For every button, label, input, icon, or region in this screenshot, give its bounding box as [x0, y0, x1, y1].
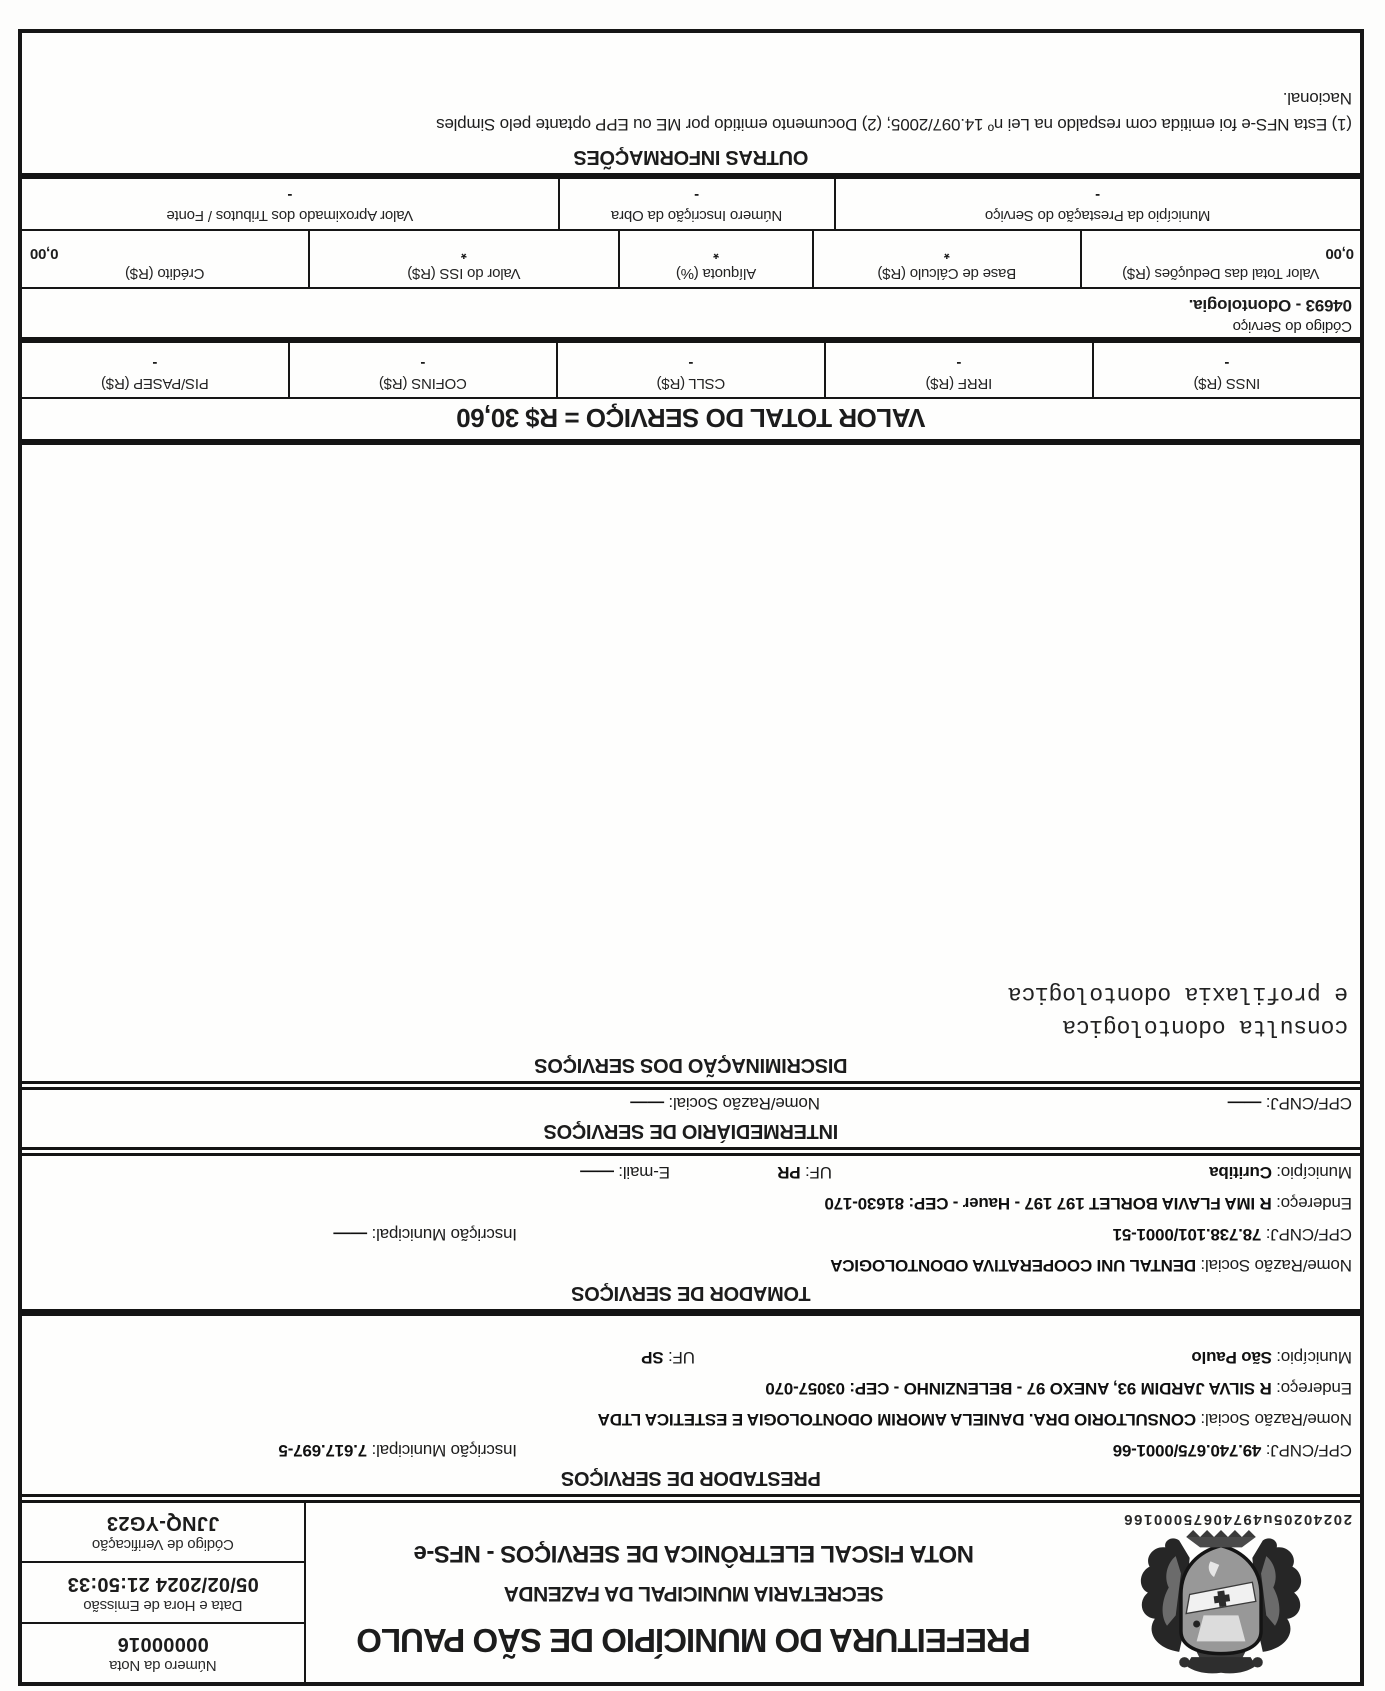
emission-datetime-box [22, 1563, 304, 1623]
outras-informacoes-section [22, 33, 1360, 179]
intermediario-cpf-value: —— [1227, 1094, 1262, 1113]
tomador-nome-value: DENTAL UNI COOPERATIVA ODONTOLOGICA [830, 1256, 1197, 1275]
prestador-nome-value: CONSULTORIO DRA. DANIELA AMORIM ODONTOLOGIA E ESTETICA LTDA [597, 1410, 1197, 1429]
nota-number-label: Número da Nota [109, 1656, 217, 1674]
header-code-strip: 20240205u49740675000166 [1122, 1511, 1352, 1528]
nota-number-value: 00000016 [117, 1632, 209, 1655]
codigo-servico-label: Código do Serviço [1232, 318, 1352, 335]
header-block [22, 1494, 1360, 1682]
intermediario-nome-value: —— [630, 1094, 665, 1113]
impostos-table [22, 343, 1360, 399]
tomador-section-title: TOMADOR DE SERVIÇOS [571, 1282, 811, 1304]
prestador-municipio-value: São Paulo [1191, 1348, 1272, 1367]
tomador-email [580, 1157, 670, 1188]
tomador-uf-value: PR [777, 1163, 801, 1182]
tomador-inscricao-label: Inscrição Municipal: [371, 1225, 517, 1244]
discriminacao-section-title: DISCRIMINAÇÃO DOS SERVIÇOS [534, 1054, 848, 1076]
nfse-sheet [18, 29, 1364, 1686]
servico-descricao-line-2: e profilaxia odontologica [1007, 981, 1348, 1007]
tomador-endereco-line [22, 1188, 1360, 1219]
header-left [1082, 1503, 1360, 1682]
tributos-fonte-value: - [287, 187, 293, 204]
prestador-section-title: PRESTADOR DE SERVIÇOS [561, 1467, 821, 1489]
valor-iss-cell [310, 231, 620, 287]
imposto-pispasep-cell [22, 343, 290, 397]
intermediario-cpf-line [22, 1088, 1360, 1119]
intermediario-section-title: INTERMEDIÁRIO DE SERVIÇOS [543, 1120, 839, 1142]
deducoes-cell [1082, 231, 1360, 287]
imposto-irrf-cell [826, 343, 1094, 397]
municipio-prestacao-value: - [1095, 187, 1101, 204]
tomador-email-label: E-mail: [618, 1163, 670, 1182]
prestador-nome-line [22, 1404, 1360, 1435]
imposto-cofins-cell [290, 343, 558, 397]
imposto-csll-cell [558, 343, 826, 397]
verification-code-label: Código de Verificação [92, 1536, 234, 1554]
prestador-municipio-line [22, 1342, 1360, 1373]
page-title: PREFEITURA DO MUNICÍPIO DE SÃO PAULO [357, 1622, 1031, 1660]
intermediario-nome-label: Nome/Razão Social: [668, 1094, 820, 1113]
tomador-inscricao-value: —— [333, 1225, 368, 1244]
document-type-title: NOTA FISCAL ELETRÔNICA DE SERVIÇOS - NFS-e [414, 1540, 974, 1568]
sao-paulo-coat-of-arms-icon [1111, 1530, 1331, 1678]
prestador-cpf-line [22, 1435, 1360, 1466]
prestador-uf [641, 1342, 695, 1373]
inscricao-obra-label: Número Inscrição da Obra [611, 207, 783, 224]
header-subtitle: SECRETARIA MUNICIPAL DA FAZENDA [504, 1582, 884, 1606]
tomador-endereco-value: R IMA FLAVIA BORLET 197 197 - Hauer - CEP: 81630-170 [824, 1194, 1272, 1213]
municipio-prestacao-cell [836, 179, 1360, 229]
intermediario-cpf-label: CPF/CNPJ: [1265, 1094, 1352, 1113]
credito-value: 0,00 [30, 245, 59, 262]
tomador-inscricao [334, 1219, 517, 1250]
intermediario-nome [631, 1088, 821, 1119]
emission-datetime-label: Data e Hora de Emissão [83, 1596, 243, 1614]
imposto-irrf-value: - [956, 355, 962, 372]
prestador-uf-label: UF: [668, 1348, 695, 1367]
outras-informacoes-line-1: (1) Esta NFS-e foi emitida com respaldo na Lei nº 14.097/2005; (2) Documento emitido por ME ou EPP optante pelo Simples [436, 115, 1352, 134]
codigo-servico-value: 04693 - Odontologia. [1188, 296, 1352, 315]
base-calculo-label: Base de Cálculo (R$) [877, 265, 1017, 282]
verification-code-box [22, 1503, 304, 1563]
obra-table [22, 179, 1360, 231]
prestador-cpf-value: 49.740.675/0001-66 [1112, 1441, 1262, 1460]
imposto-pispasep-value: - [152, 355, 158, 372]
imposto-pispasep-label: PIS/PASEP (R$) [101, 375, 209, 392]
imposto-cofins-label: COFINS (R$) [379, 375, 467, 392]
tomador-municipio-line [22, 1157, 1360, 1188]
inscricao-obra-cell [560, 179, 836, 229]
prestador-endereco-value: R SILVA JARDIM 93, ANEXO 97 - BELENZINHO - CEP: 03057-070 [765, 1379, 1272, 1398]
prestador-municipio-label: Município: [1276, 1348, 1352, 1367]
prestador-section [22, 1316, 1360, 1494]
codigo-servico-block [22, 289, 1360, 343]
nota-number-box [22, 1624, 304, 1682]
servico-descricao-line-1: consulta odontologica [1062, 1014, 1348, 1040]
prestador-nome-label: Nome/Razão Social: [1200, 1410, 1352, 1429]
tomador-municipio-label: Município: [1276, 1163, 1352, 1182]
inscricao-obra-value: - [694, 187, 700, 204]
tomador-cpf-label: CPF/CNPJ: [1265, 1225, 1352, 1244]
calculo-table [22, 231, 1360, 289]
imposto-cofins-value: - [420, 355, 426, 372]
base-calculo-value: * [944, 245, 950, 262]
prestador-cpf-label: CPF/CNPJ: [1265, 1441, 1352, 1460]
imposto-inss-cell [1094, 343, 1360, 397]
imposto-csll-value: - [688, 355, 694, 372]
tomador-email-value: —— [580, 1163, 614, 1182]
prestador-endereco-label: Endereço: [1276, 1379, 1352, 1398]
verification-code-value: JJNQ-YG23 [106, 1512, 220, 1535]
prestador-endereco-line [22, 1373, 1360, 1404]
emission-datetime-value: 05/02/2024 21:50:33 [67, 1572, 259, 1595]
municipio-prestacao-label: Município da Prestação do Serviço [985, 207, 1211, 224]
valor-iss-label: Valor do ISS (R$) [407, 265, 521, 282]
tributos-fonte-label: Valor Aproximado dos Tributos / Fonte [166, 207, 414, 224]
credito-label: Crédito (R$) [125, 265, 205, 282]
tomador-cpf-value: 78.738.101/0001-51 [1112, 1225, 1262, 1244]
outras-informacoes-title: OUTRAS INFORMAÇÕES [573, 146, 809, 168]
tomador-nome-line [22, 1250, 1360, 1281]
prestador-uf-value: SP [641, 1348, 664, 1367]
base-calculo-cell [814, 231, 1082, 287]
outras-informacoes-line-2: Nacional. [1282, 89, 1352, 108]
prestador-inscricao-label: Inscrição Municipal: [371, 1441, 517, 1460]
imposto-inss-value: - [1224, 355, 1230, 372]
imposto-csll-label: CSLL (R$) [656, 375, 726, 392]
tributos-fonte-cell [22, 179, 560, 229]
tomador-nome-label: Nome/Razão Social: [1200, 1256, 1352, 1275]
tomador-cpf-line [22, 1219, 1360, 1250]
discriminacao-section [22, 445, 1360, 1090]
tomador-municipio-value: Curitiba [1209, 1163, 1272, 1182]
tomador-uf-label: UF: [805, 1163, 832, 1182]
intermediario-section [22, 1090, 1360, 1156]
deducoes-label: Valor Total das Deduções (R$) [1122, 265, 1320, 282]
imposto-irrf-label: IRRF (R$) [925, 375, 993, 392]
prestador-inscricao [279, 1435, 517, 1466]
aliquota-value: * [713, 245, 719, 262]
outras-informacoes-text [22, 85, 1360, 145]
valor-total-banner: VALOR TOTAL DO SERVIÇO = R$ 30,60 [22, 399, 1360, 445]
valor-iss-value: * [461, 245, 467, 262]
header-titles [306, 1503, 1082, 1682]
tomador-uf [777, 1157, 832, 1188]
tomador-section [22, 1156, 1360, 1316]
deducoes-value: 0,00 [1325, 245, 1354, 262]
imposto-inss-label: INSS (R$) [1193, 375, 1261, 392]
tomador-endereco-label: Endereço: [1276, 1194, 1352, 1213]
aliquota-label: Alíquota (%) [676, 265, 757, 282]
credito-cell [22, 231, 310, 287]
aliquota-cell [620, 231, 814, 287]
prestador-inscricao-value: 7.617.697-5 [278, 1441, 368, 1460]
header-info-boxes [22, 1503, 306, 1682]
